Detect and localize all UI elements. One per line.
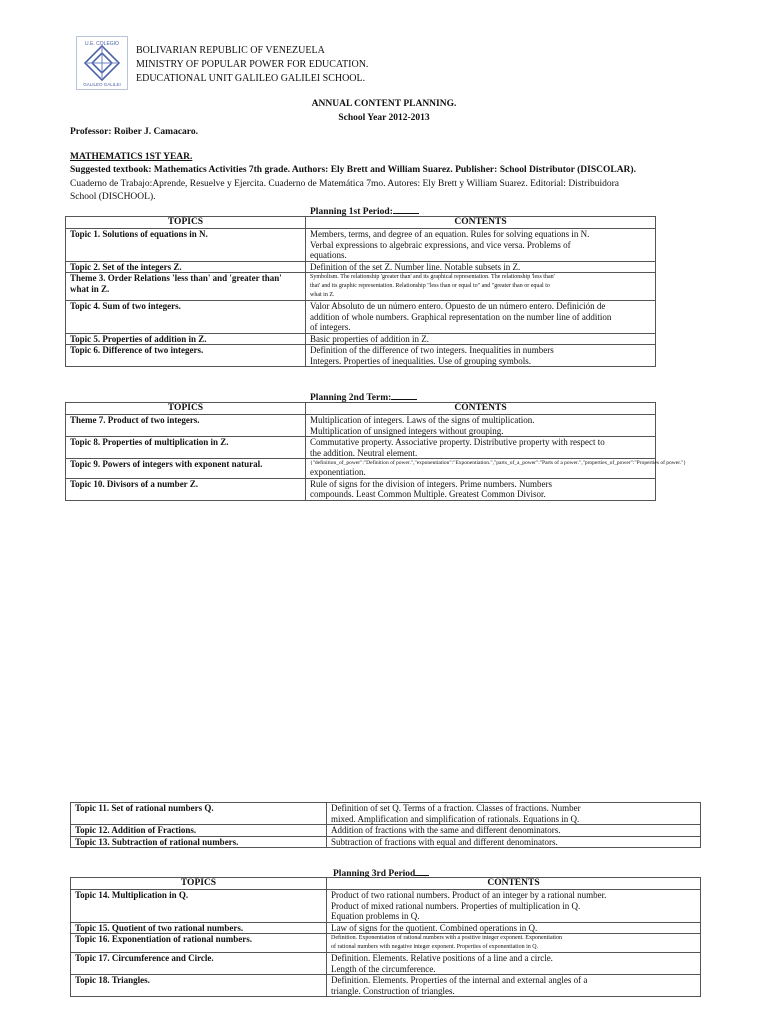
content-cell xyxy=(327,890,701,923)
topic-cell: Topic 10. Divisors of a number Z. xyxy=(66,478,306,500)
content-line: Definition of the difference of two integers. Inequalities in numbers xyxy=(310,345,554,355)
content-cell xyxy=(306,345,656,367)
content-line: Definition. Elements. Properties of the internal and external angles of a xyxy=(331,975,588,985)
content-line: Definition of set Q. Terms of a fraction. Classes of fractions. Number xyxy=(331,803,581,813)
period3-table xyxy=(70,877,701,997)
topic-cell: Topic 4. Sum of two integers. xyxy=(66,301,306,334)
period2-title-text: Planning 2nd Term: xyxy=(310,393,392,403)
period1-table xyxy=(65,216,656,367)
content-cell xyxy=(306,261,656,273)
school-logo-emblem xyxy=(77,37,127,89)
topic-cell: Topic 1. Solutions of equations in N. xyxy=(66,229,306,262)
continued-table xyxy=(70,802,701,848)
subject-heading: MATHEMATICS 1ST YEAR. xyxy=(70,152,193,162)
content-cell xyxy=(327,975,701,997)
table-row xyxy=(66,415,656,437)
content-line: addition of whole numbers. Graphical representation on the number line of addition xyxy=(310,311,612,322)
table-row xyxy=(66,459,656,479)
topic-cell: Topic 12. Addition of Fractions. xyxy=(71,825,327,837)
table-row xyxy=(66,333,656,345)
content-line: Integers. Properties of inequalities. Use of grouping symbols. xyxy=(310,355,531,366)
table-header-row xyxy=(66,217,656,229)
content-line: Rule of signs for the division of integers. Prime numbers. Numbers xyxy=(310,478,552,489)
period3-title-text: Planning 3rd Period xyxy=(333,869,416,879)
table-row xyxy=(71,825,701,837)
content-cell xyxy=(306,301,656,334)
workbook-line-1: Cuaderno de Trabajo:Aprende, Resuelve y Ejercita. Cuaderno de Matemática 7mo. Autores: Ely Brett y William Suarez. Editorial: Distribuidora xyxy=(70,179,619,189)
table-row xyxy=(71,890,701,923)
content-line: compounds. Least Common Multiple. Greatest Common Divisor. xyxy=(310,489,546,499)
topic-cell: Topic 14. Multiplication in Q. xyxy=(71,890,327,923)
content-line: exponentiation. xyxy=(310,467,366,477)
content-cell xyxy=(327,836,701,848)
logo-text-bottom: GALILEO GALILEI xyxy=(83,82,121,87)
content-line: Definition of the set Z. Number line. Notable subsets in Z. xyxy=(310,261,521,272)
header-line-school: EDUCATIONAL UNIT GALILEO GALILEI SCHOOL. xyxy=(136,73,366,84)
institution-header xyxy=(136,44,368,86)
content-line: mixed. Amplification and simplification of rationals. Equations in Q. xyxy=(331,813,580,824)
document-title: ANNUAL CONTENT PLANNING. xyxy=(311,99,457,109)
topic-cell: Topic 8. Properties of multiplication in Z. xyxy=(66,437,306,459)
content-line: Commutative property. Associative property. Distributive property with respect to xyxy=(310,437,605,447)
content-line: that' and its graphic representation. Relationship "less than or equal to" and "greater than or equal to xyxy=(310,283,550,289)
content-line: Product of mixed rational numbers. Properties of multiplication in Q. xyxy=(331,900,581,911)
table-row xyxy=(71,922,701,934)
header-line-republic: BOLIVARIAN REPUBLIC OF VENEZUELA xyxy=(136,45,325,56)
topics-header: TOPICS xyxy=(71,878,327,890)
school-logo xyxy=(76,36,128,90)
period1-title-text: Planning 1st Period: xyxy=(310,207,393,217)
topic-cell: Topic 9. Powers of integers with exponent natural. xyxy=(66,459,306,479)
content-cell xyxy=(306,459,687,479)
content-line: Law of signs for the quotient. Combined operations in Q. xyxy=(331,922,538,933)
content-cell xyxy=(306,273,656,301)
topic-cell: Topic 11. Set of rational numbers Q. xyxy=(71,803,327,825)
content-cell xyxy=(306,229,656,262)
content-cell xyxy=(327,953,701,975)
content-line: Members, terms, and degree of an equation. Rules for solving equations in N. xyxy=(310,229,590,239)
contents-header: CONTENTS xyxy=(327,878,701,890)
table-row xyxy=(66,301,656,334)
topic-cell: Topic 15. Quotient of two rational numbers. xyxy=(71,922,327,934)
topic-cell: Topic 16. Exponentiation of rational numbers. xyxy=(71,934,327,953)
content-cell xyxy=(327,803,701,825)
content-line: of integers. xyxy=(310,322,351,332)
content-cell xyxy=(306,333,656,345)
table-row xyxy=(66,261,656,273)
content-line: Definition. Exponentiation of rational numbers with a positive integer exponent. Exponentiation xyxy=(331,935,562,941)
topic-cell: Topic 2. Set of the integers Z. xyxy=(66,261,306,273)
table-row xyxy=(71,975,701,997)
table-row xyxy=(66,345,656,367)
contents-header: CONTENTS xyxy=(306,403,656,415)
content-cell xyxy=(306,437,656,459)
table-row xyxy=(66,437,656,459)
content-cell xyxy=(327,934,701,953)
topic-cell: Topic 5. Properties of addition in Z. xyxy=(66,333,306,345)
period2-table xyxy=(65,402,687,501)
topic-cell: Theme 7. Product of two integers. xyxy=(66,415,306,437)
topics-header: TOPICS xyxy=(66,403,306,415)
table-row xyxy=(71,953,701,975)
content-line: Symbolism. The relationship 'greater than' and its graphical representation. The relationship 'less than' xyxy=(310,274,555,280)
table-row xyxy=(71,803,701,825)
topic-cell: Topic 17. Circumference and Circle. xyxy=(71,953,327,975)
table-row xyxy=(66,229,656,262)
table-header-row xyxy=(66,403,656,415)
content-line: Multiplication of integers. Laws of the signs of multiplication. xyxy=(310,415,535,425)
logo-text-top: U.E. COLEGIO xyxy=(85,41,119,47)
content-line: what in Z. xyxy=(310,292,335,298)
content-line: Subtraction of fractions with equal and different denominators. xyxy=(331,836,558,847)
content-line: equations. xyxy=(310,250,347,260)
content-line: Valor Absoluto de un número entero. Opuesto de un número entero. Definición de xyxy=(310,301,606,311)
content-line: of rational numbers with negative integer exponent. Properties of exponentiation in Q. xyxy=(331,944,539,950)
content-line: the addition. Neutral element. xyxy=(310,447,418,458)
topic-cell: Topic 6. Difference of two integers. xyxy=(66,345,306,367)
table-header-row xyxy=(71,878,701,890)
content-line: Equation problems in Q. xyxy=(331,911,420,921)
content-line: {"definition_of_power":"Definition of power.","exponentiation":"Exponentiation.","parts_of_a_power":"Parts of a power.","properties_of_power":"Properties of power."} xyxy=(310,460,687,466)
table-row xyxy=(66,273,656,301)
topics-header: TOPICS xyxy=(66,217,306,229)
header-line-ministry: MINISTRY OF POPULAR POWER FOR EDUCATION. xyxy=(136,59,369,70)
topic-cell: Topic 18. Triangles. xyxy=(71,975,327,997)
content-line: Definition. Elements. Relative positions of a line and a circle. xyxy=(331,953,553,963)
topic-cell: Theme 3. Order Relations 'less than' and 'greater than' what in Z. xyxy=(66,273,306,301)
content-line: Multiplication of unsigned integers without grouping. xyxy=(310,425,504,436)
table-row xyxy=(66,478,656,500)
table-row xyxy=(71,934,701,953)
content-line: Basic properties of addition in Z. xyxy=(310,333,429,344)
textbook-line: Suggested textbook: Mathematics Activities 7th grade. Authors: Ely Brett and William Suarez. Publisher: School Distributor (DISCOLAR). xyxy=(70,165,636,175)
professor-line: Professor: Roiber J. Camacaro. xyxy=(70,127,198,137)
topic-cell: Topic 13. Subtraction of rational numbers. xyxy=(71,836,327,848)
school-year: School Year 2012-2013 xyxy=(338,113,430,123)
content-cell xyxy=(327,922,701,934)
content-cell xyxy=(327,825,701,837)
content-line: Verbal expressions to algebraic expressions, and vice versa. Problems of xyxy=(310,239,571,250)
workbook-line-2: School (DISCHOOL). xyxy=(70,192,156,202)
content-cell xyxy=(306,478,656,500)
content-cell xyxy=(306,415,656,437)
content-line: Length of the circumference. xyxy=(331,963,436,974)
contents-header: CONTENTS xyxy=(306,217,656,229)
content-line: triangle. Construction of triangles. xyxy=(331,985,455,996)
table-row xyxy=(71,836,701,848)
content-line: Addition of fractions with the same and different denominators. xyxy=(331,825,561,835)
content-line: Product of two rational numbers. Product of an integer by a rational number. xyxy=(331,890,607,900)
